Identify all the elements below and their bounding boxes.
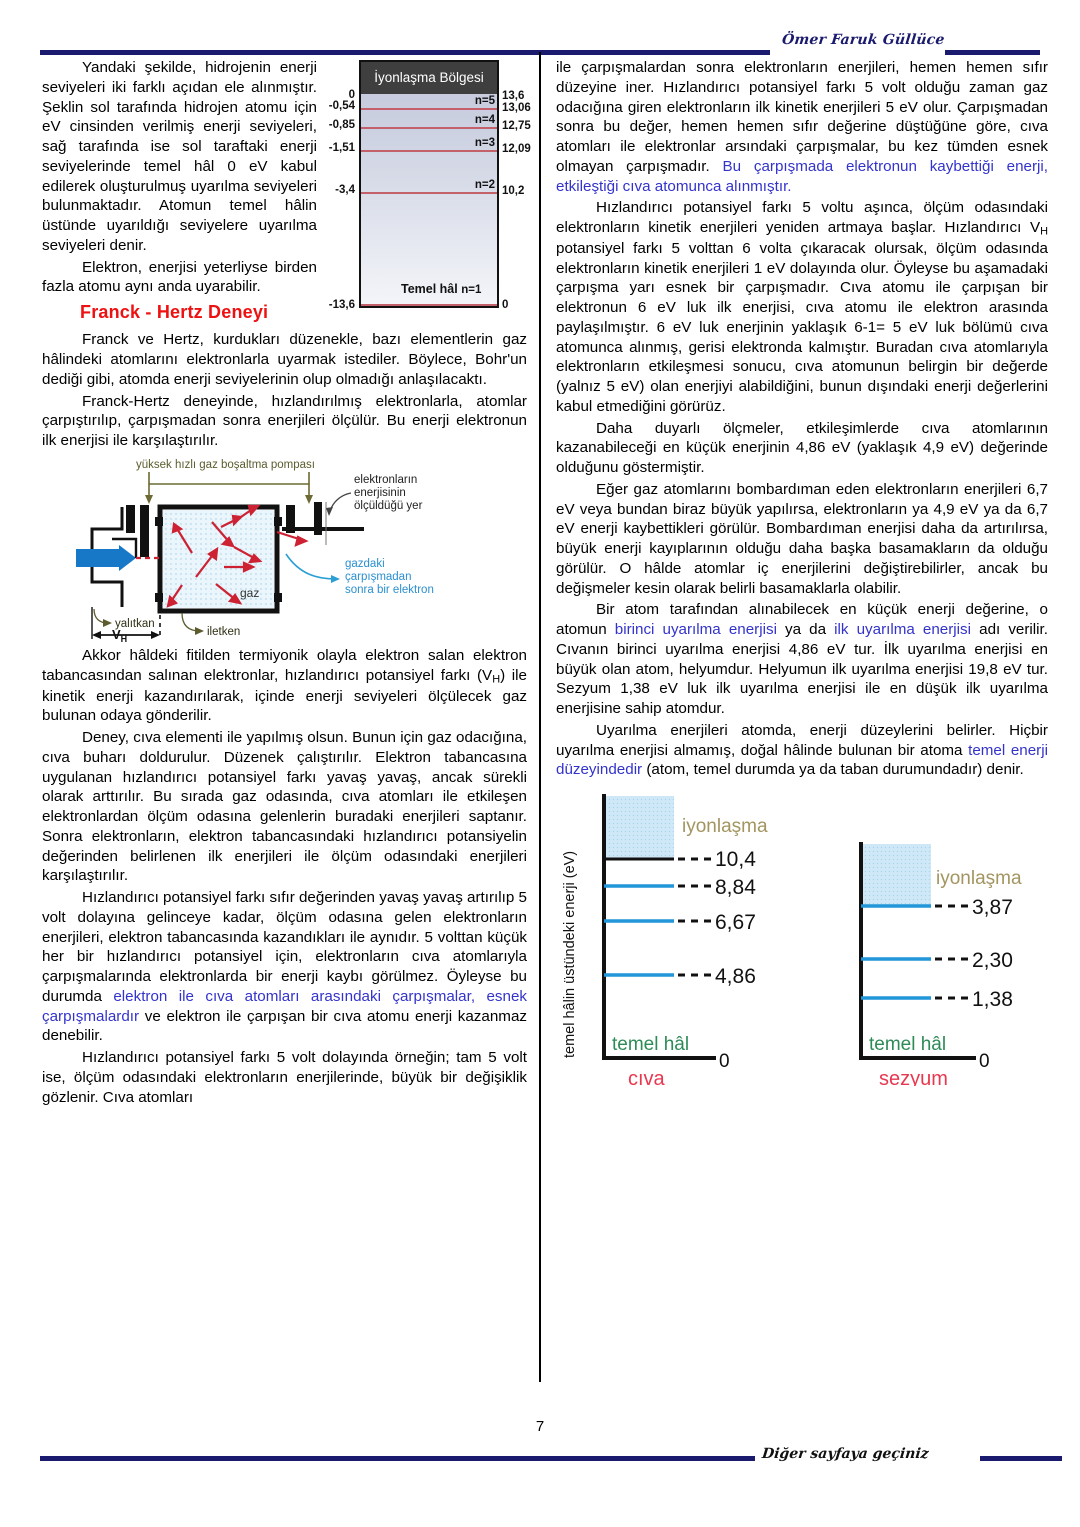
energy-charts-svg: [556, 786, 1048, 1086]
para-r5-highlight-2: ilk uyarılma enerjisi: [834, 621, 972, 639]
para-r6-post: (atom, temel durumda ya da taban durumundadır) denir.: [642, 761, 1024, 779]
hydrogen-right-value-n3: 12,09: [502, 143, 531, 155]
paragraph-electron-gun: [42, 646, 527, 726]
para-r6-highlight: temel enerji düzeyindedir: [556, 741, 1048, 779]
civa-ionization-label: iyonlaşma: [682, 816, 768, 838]
energy-level-charts: [556, 786, 1048, 1086]
hydrogen-left-value-ground: -13,6: [328, 299, 355, 311]
right-column: [556, 58, 1048, 1086]
civa-value-4-86: 4,86: [715, 965, 756, 989]
detector-plate: [314, 502, 322, 535]
para-r1-highlight: Bu çarpışmada elektronun kaybettiği enerji, etkileştiği cıva atomunca alınmıştır.: [556, 157, 1048, 195]
hydrogen-right-value-top: 13,6: [502, 90, 525, 102]
hydrogen-level-n5-line: [361, 108, 497, 110]
civa-ground-state-label: temel hâl: [612, 1034, 690, 1056]
franck-hertz-apparatus-figure: [64, 457, 504, 642]
paragraph-elastic-collision: [42, 888, 527, 1046]
header-rule-left: [40, 50, 770, 55]
paragraph-franck-hertz-2: Franck-Hertz deneyinde, hızlandırılmış elektronlarla, atomlar çarpıştırılıp, çarpışmadan sonra enerjileri ölçülür. Bu enerji elektronun ilk enerjisi ile karşılaştırılır.: [42, 392, 527, 450]
paragraph-r4: Eğer gaz atomlarını bombardıman eden elektronların enerjileri 6,7 eV veya bundan biraz büyük yapılırsa, elektronların ya 4,9 eV ya da 6,7 eV enerji kaybettikleri görülür. Bombardıman enerjisi daha da artırılırsa, büyük enerji kayıplarının olduğu daha başka basamakların da olduğu görülür. O hâlde atomlar iç enerjilerini değiştirebilirler, ancak bu değişmeler kesin olarak belirli basamaklarla olabilir.: [556, 480, 1048, 597]
vh-label: $V_H$: [112, 626, 128, 642]
hydrogen-left-value-n4: -0,85: [328, 119, 355, 131]
paragraph-electron-gun-a: Akkor hâldeki fitilden termiyonik olayla elektron salan elektron tabancasından salınan elektronlar, hızlandırıcı potansiyel farkı (V: [42, 646, 527, 684]
hydrogen-energy-level-figure: [327, 60, 531, 312]
vh-subscript-2: H: [1040, 225, 1048, 238]
hydrogen-n3-label: n=3: [474, 137, 495, 149]
measure-label-line3: ölçüldüğü yer: [354, 499, 423, 512]
civa-value-6-67: 6,67: [715, 911, 756, 935]
hydrogen-right-value-n2: 10,2: [502, 185, 525, 197]
paragraph-r3: Daha duyarlı ölçmeler, etkileşimlerde cıva atomlarının kazanabileceği en küçük enerjinin 4,86 eV (yaklaşık 4,9 eV) değerinde olduğunu göstermiştir.: [556, 419, 1048, 477]
vh-arrow-left-icon: [92, 631, 101, 639]
civa-value-10-4: 10,4: [715, 848, 756, 872]
vh-subscript-1: H: [492, 673, 501, 686]
paragraph-five-volt: Hızlandırıcı potansiyel farkı 5 volt dolayında örneğin; tam 5 volt ise, ölçüm odasındaki elektronların enerjilerinde, büyük bir değişiklik gözlenir. Cıva atomları: [42, 1049, 527, 1106]
author-signature: Ömer Faruk Güllüce: [781, 32, 946, 48]
conductor-arrow-icon: [195, 627, 204, 635]
para-r5-highlight-1: birinci uyarılma enerjisi: [614, 621, 777, 639]
para-elastic-post: ve elektron ile çarpışan bir cıva atomu enerji kazanmaz denebilir.: [42, 1007, 527, 1045]
para-elastic-highlight: elektron ile cıva atomları arasındaki çarpışmalar, esnek çarpışmalardır: [42, 987, 527, 1025]
hydrogen-left-value-0: 0: [348, 89, 355, 101]
measure-callout-line: [330, 493, 351, 512]
electrode-top-right: [274, 517, 282, 526]
hydrogen-n2-label: n=2: [474, 179, 495, 191]
sezyum-element-label: sezyum: [879, 1068, 948, 1087]
electron-note-line2: çarpışmadan: [345, 570, 412, 583]
electrode-bottom-right: [274, 593, 282, 602]
sezyum-ionization-label: iyonlaşma: [936, 868, 1022, 890]
sezyum-ionization-region: [863, 844, 931, 906]
vh-arrow-right-icon: [151, 631, 160, 639]
para-r1-pre: ile çarpışmalardan sonra elektronların enerjileri, hemen hemen sıfır düzeyine iner. Hızlandırıcı potansiyel farkı 5 volt olduğu zaman gaz odacığına giren elektronların ilk kinetik enerjileri 5 eV olur. Çarpışmadan sonra bu değer, hemen hemen sıfır değerine düştüğüne göre, cıva atomları ile elektronlar arsındaki çarpışmalar, bu kez tümden esnek olmayan çarpışmadır.: [556, 59, 1048, 175]
sezyum-ground-state-label: temel hâl: [869, 1034, 947, 1056]
para-r6-pre: Uyarılma enerjileri atomda, enerji düzeylerini belirler. Hiçbir uyarılma enerjisi almamış, doğal hâlinde bulunan bir atoma: [556, 721, 1048, 759]
sezyum-value-2-30: 2,30: [972, 949, 1013, 973]
paragraph-intro: Yandaki şekilde, hidrojenin enerji seviyeleri iki farklı açıdan ele alınmıştır. Şeklin sol tarafında hidrojen atomu için eV cinsinden verilmiş enerji seviyeleri, sağ tarafında ise sol taraftaki enerji seviyelerinde temel hâl 0 eV kabul edilerek oluşturulmuş uyarılma seviyeleri bulunmaktadır. Atomun temel hâlin üstünde uyarıldığı seviyelere uyarılma seviyeleri denir.: [42, 59, 317, 254]
footer-note: Diğer sayfaya geçiniz: [761, 1446, 930, 1462]
measure-label-line1: elektronların: [354, 473, 418, 486]
insulator-label: yalıtkan: [115, 617, 155, 630]
para-r5-post: adı verilir. Cıvanın birinci uyarılma enerjisi 4,86 eV tur. İlk uyarılma enerjisi en büyük olan atom, helyumdur. Helyumun ilk uyarılma enerjisi 19,8 eV tur. Sezyum 1,38 eV luk ilk uyarılma enerjisi ile en düşük ilk uyarılma enerjisine sahip atomdur.: [556, 621, 1048, 718]
paragraph-electron-gun-b: ) ile kinetik enerji kazandırılarak, içinde enerji seviyeleri ölçülecek gaz bulunan odaya gönderilir.: [42, 666, 527, 725]
pump-tube-left-1: [126, 505, 135, 533]
header-rule-right: [945, 50, 1040, 55]
footer-rule-left: [40, 1456, 755, 1461]
hydrogen-level-n2-line: [361, 192, 497, 194]
electrode-bottom-left: [155, 593, 163, 602]
electron-note-callout-line: [286, 554, 336, 579]
hydrogen-right-value-n5: 13,06: [502, 102, 531, 114]
civa-ionization-region: [606, 796, 674, 859]
hydrogen-left-value-n3: -1,51: [328, 142, 355, 154]
paragraph-r6: [556, 721, 1048, 780]
hydrogen-left-value-n5: -0,54: [328, 100, 355, 112]
hydrogen-ground-text: Temel hâl: [401, 282, 458, 297]
paragraph-mercury-experiment: Deney, cıva elementi ile yapılmış olsun. Bunun için gaz odacığına, cıva buharı doldurulur. Düzenek çalıştırılır. Elektron tabancasına uygulanan hızlandırıcı potansiyel farkı yavaş yavaş, ancak sürekli olarak arttırılır. Bu sırada gaz odasında, cıva atomları ile etkileşen elektronlardan ölçüm odasına gelenlerin buradaki enerjileri saptanır. Sonra elektronların, elektron tabancasındaki hızlandırıcı potansiyelin değerinden belirlenen ilk enerjileri ile ölçüm odasındaki enerjileri karşılaştırılır.: [42, 729, 527, 885]
insulator-arrow-icon: [103, 619, 112, 627]
paragraph-r2: [556, 198, 1048, 416]
hydrogen-ground-state-label: [401, 281, 481, 298]
electrode-top-left: [155, 517, 163, 526]
paragraph-r5: [556, 600, 1048, 719]
page-number: 7: [535, 1418, 545, 1435]
hydrogen-right-value-n4: 12,75: [502, 120, 531, 132]
hydrogen-n5-label: n=5: [474, 95, 495, 107]
conductor-label: iletken: [207, 625, 241, 638]
column-divider: [539, 52, 541, 1382]
hydrogen-level-n1-line: [361, 304, 497, 306]
civa-element-label: cıva: [628, 1068, 665, 1087]
sezyum-value-3-87: 3,87: [972, 896, 1013, 920]
hydrogen-level-n4-line: [361, 127, 497, 129]
paragraph-r1: [556, 58, 1048, 196]
pump-label-text: yüksek hızlı gaz boşaltma pompası: [136, 458, 315, 471]
paragraph-franck-hertz-1: Franck ve Hertz, kurdukları düzenekle, bazı elementlerin gaz hâlindeki atomlarını elektronlarla uyarmak istediler. Böylece, Bohr'un dediği gibi, atomda enerji seviyelerinin olup olmadığı anlaşılacaktı.: [42, 331, 527, 388]
pump-arrow-left-icon: [145, 495, 153, 504]
para-r5-mid: ya da: [776, 621, 835, 639]
para-r2-b: potansiyel farkı 5 volttan 6 volta çıkaracak olursak, ölçüm odasında elektronların kinetik enerjileri 1 eV dolayında olur. Öyleyse bu aşamadaki çarpışma yarı esnek bir çarpışmadır. Cıva atomu ile çarpışan bir elektronun 6 eV luk ilk enerjisi, cıva atomu ile elektron arasında paylaşılmıştır. 6 eV luk enerjinin yaklaşık 6-1= 5 eV luk bölümü cıva atomunca alınmış, gerisi elektronda kalmıştır. Buradan cıva atomlarıyla elektronların etkileşmesi sonucu, cıva atomunun belirgin bir değerde (yalnız 5 eV) olan enerjiyi alabildiğini, bunun dışındaki enerji değerlerini kabul etmediğini görürüz.: [556, 239, 1048, 415]
pump-bracket: [149, 472, 309, 484]
hydrogen-left-value-n2: -3,4: [335, 184, 355, 196]
para-r5-pre: Bir atom tarafından alınabilecek en küçük enerji değerine, o atomun: [556, 601, 1048, 639]
ionization-region-band: İyonlaşma Bölgesi: [361, 62, 497, 94]
section-title-franck-hertz: Franck - Hertz Deneyi: [80, 302, 269, 322]
electron-gun-tip-icon: [119, 545, 136, 571]
para-elastic-pre: Hızlandırıcı potansiyel farkı sıfır değerinden yavaş yavaş artırılıp 5 volt dolayına gelinceye kadar, ölçüm odasına gelen elektronların enerjileri, elektron tabancasında kazandıkları ile aynıdır. 5 volttan küçük her bir hızlandırıcı potansiyel için, elektronların cıva atomlarıyla çarpışmalarında elektronlarda bir enerji kaybı görülmez. Öyleyse bu durumda: [42, 889, 527, 1005]
electron-note-line1: gazdaki: [345, 557, 385, 570]
sezyum-value-1-38: 1,38: [972, 988, 1013, 1012]
electron-gun-body: [76, 549, 119, 567]
footer-rule-right: [980, 1456, 1062, 1461]
measure-callout-arrow-icon: [326, 507, 333, 516]
sezyum-baseline-zero: 0: [979, 1051, 990, 1073]
page-footer: [40, 1448, 1062, 1472]
civa-value-8-84: 8,84: [715, 876, 756, 900]
pump-tube-left-2: [140, 505, 149, 557]
para-r2-a: Hızlandırıcı potansiyel farkı 5 voltu aşınca, ölçüm odasındaki elektronların kinetik enerjileri yeniden artmaya başlar. Hızlandırıcı V: [556, 199, 1048, 236]
hydrogen-n4-label: n=4: [474, 114, 495, 126]
civa-baseline-zero: 0: [719, 1051, 730, 1073]
paragraph-electron-excite: Elektron, enerjisi yeterliyse birden fazla atomu aynı anda uyarabilir.: [42, 258, 317, 296]
left-column: [42, 58, 531, 1109]
pump-arrow-right-icon: [305, 495, 313, 504]
measure-label-line2: enerjisinin: [354, 486, 406, 499]
electron-note-line3: sonra bir elektron: [345, 583, 434, 596]
hydrogen-ground-n: n=1: [461, 284, 482, 297]
electron-note-arrow-icon: [331, 575, 340, 583]
apparatus-svg: [64, 457, 504, 642]
gas-region-label: gaz: [240, 585, 260, 600]
hydrogen-level-n3-line: [361, 150, 497, 152]
hydrogen-right-value-ground: 0: [502, 299, 509, 311]
chart-y-axis-label: temel hâlin üstündeki enerji (eV): [562, 851, 578, 1059]
